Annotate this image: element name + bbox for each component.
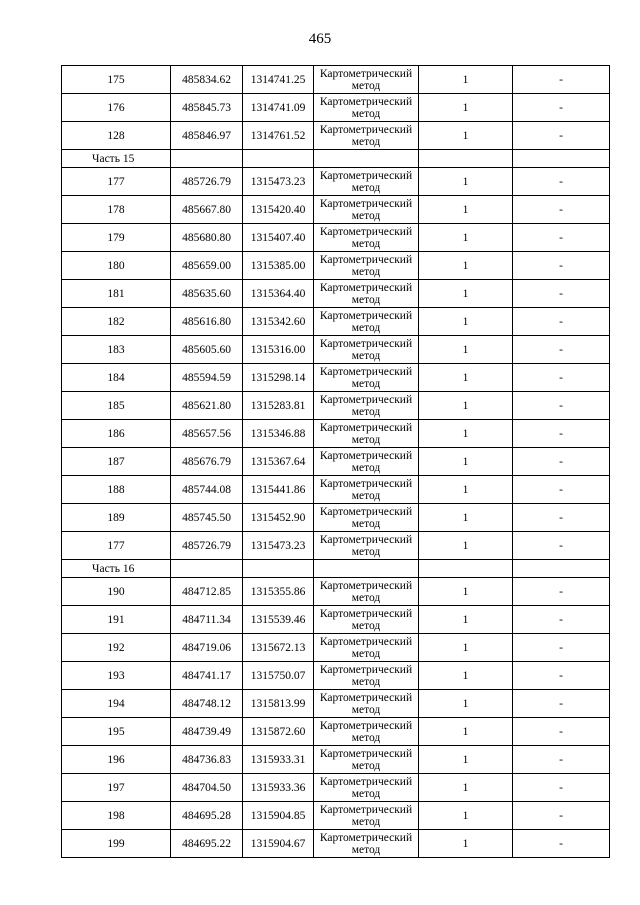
method-line: метод [351,760,381,772]
method-cell [314,308,419,336]
note: - [513,606,610,634]
empty-cell [243,150,314,168]
method-line: Картометрический [319,608,413,620]
table-row [62,662,610,690]
point-number: 198 [62,802,171,830]
coordinate-x: 484748.12 [171,690,243,718]
coordinate-x: 485744.08 [171,476,243,504]
table-row [62,690,610,718]
coordinate-x: 485635.60 [171,280,243,308]
accuracy: 1 [419,634,513,662]
method-line: метод [351,648,381,660]
method-cell [314,476,419,504]
note: - [513,196,610,224]
method-cell [314,662,419,690]
accuracy: 1 [419,578,513,606]
method-cell [314,196,419,224]
accuracy: 1 [419,94,513,122]
method-cell [314,420,419,448]
accuracy: 1 [419,746,513,774]
empty-cell [513,560,610,578]
table-row [62,364,610,392]
point-number: 128 [62,122,171,150]
note: - [513,308,610,336]
part-label: Часть 15 [62,150,171,168]
coordinate-x: 485745.50 [171,504,243,532]
table-row [62,168,610,196]
method-cell [314,718,419,746]
table-row [62,420,610,448]
point-number: 196 [62,746,171,774]
coordinate-y: 1315904.85 [243,802,314,830]
coordinate-y: 1315283.81 [243,392,314,420]
coordinate-x: 484739.49 [171,718,243,746]
accuracy: 1 [419,476,513,504]
table-row [62,532,610,560]
accuracy: 1 [419,280,513,308]
method-line: метод [351,462,381,474]
point-number: 182 [62,308,171,336]
accuracy: 1 [419,420,513,448]
method-line: метод [351,378,381,390]
note: - [513,364,610,392]
method-line: метод [351,108,381,120]
method-cell [314,252,419,280]
part-label: Часть 16 [62,560,171,578]
coordinate-x: 485605.60 [171,336,243,364]
note: - [513,476,610,504]
point-number: 181 [62,280,171,308]
empty-cell [171,560,243,578]
coordinate-x: 485726.79 [171,532,243,560]
method-line: метод [351,210,381,222]
empty-cell [419,560,513,578]
table-row [62,634,610,662]
coordinate-x: 485594.59 [171,364,243,392]
coordinate-x: 485667.80 [171,196,243,224]
method-line: метод [351,676,381,688]
coordinate-y: 1314761.52 [243,122,314,150]
table-row [62,66,610,94]
coordinate-x: 485680.80 [171,224,243,252]
method-cell [314,280,419,308]
accuracy: 1 [419,196,513,224]
coordinate-y: 1315367.64 [243,448,314,476]
coordinate-y: 1315385.00 [243,252,314,280]
coordinate-x: 485834.62 [171,66,243,94]
method-cell [314,392,419,420]
method-line: метод [351,490,381,502]
method-cell [314,122,419,150]
point-number: 177 [62,532,171,560]
table-row [62,578,610,606]
accuracy: 1 [419,504,513,532]
point-number: 184 [62,364,171,392]
note: - [513,448,610,476]
method-line: метод [351,620,381,632]
coordinate-x: 484736.83 [171,746,243,774]
coordinate-y: 1315539.46 [243,606,314,634]
point-number: 190 [62,578,171,606]
method-line: Картометрический [319,580,413,592]
method-line: метод [351,434,381,446]
method-line: Картометрический [319,478,413,490]
method-line: метод [351,816,381,828]
method-line: метод [351,80,381,92]
point-number: 179 [62,224,171,252]
note: - [513,252,610,280]
coordinate-y: 1315420.40 [243,196,314,224]
note: - [513,690,610,718]
note: - [513,168,610,196]
method-line: Картометрический [319,124,413,136]
point-number: 186 [62,420,171,448]
coordinate-y: 1315441.86 [243,476,314,504]
note: - [513,830,610,858]
coordinate-x: 484741.17 [171,662,243,690]
table-row [62,504,610,532]
coordinate-x: 484704.50 [171,774,243,802]
accuracy: 1 [419,308,513,336]
coordinate-y: 1315813.99 [243,690,314,718]
method-line: Картометрический [319,96,413,108]
note: - [513,802,610,830]
coordinates-table [61,65,610,858]
coordinate-y: 1315872.60 [243,718,314,746]
table-row [62,252,610,280]
method-cell [314,606,419,634]
note: - [513,224,610,252]
method-line: Картометрический [319,450,413,462]
point-number: 183 [62,336,171,364]
note: - [513,718,610,746]
table-row [62,718,610,746]
page-number: 465 [308,31,332,47]
coordinate-y: 1315346.88 [243,420,314,448]
coordinate-y: 1315407.40 [243,224,314,252]
coordinate-x: 485621.80 [171,392,243,420]
accuracy: 1 [419,336,513,364]
empty-cell [513,150,610,168]
point-number: 195 [62,718,171,746]
method-cell [314,364,419,392]
table-row [62,774,610,802]
table-row [62,606,610,634]
coordinate-x: 485676.79 [171,448,243,476]
method-cell [314,774,419,802]
coordinate-y: 1315342.60 [243,308,314,336]
point-number: 188 [62,476,171,504]
coordinate-y: 1315364.40 [243,280,314,308]
method-line: Картометрический [319,366,413,378]
note: - [513,94,610,122]
point-number: 197 [62,774,171,802]
method-line: Картометрический [319,226,413,238]
point-number: 178 [62,196,171,224]
note: - [513,336,610,364]
point-number: 194 [62,690,171,718]
method-line: метод [351,518,381,530]
method-line: метод [351,350,381,362]
coordinate-y: 1315933.36 [243,774,314,802]
note: - [513,578,610,606]
note: - [513,392,610,420]
accuracy: 1 [419,830,513,858]
coordinate-x: 485616.80 [171,308,243,336]
coordinate-y: 1315904.67 [243,830,314,858]
point-number: 185 [62,392,171,420]
method-cell [314,578,419,606]
table-row [62,224,610,252]
method-line: Картометрический [319,338,413,350]
method-line: Картометрический [319,170,413,182]
accuracy: 1 [419,606,513,634]
coordinate-y: 1315298.14 [243,364,314,392]
coordinate-x: 485845.73 [171,94,243,122]
coordinate-y: 1315316.00 [243,336,314,364]
coordinate-y: 1315355.86 [243,578,314,606]
method-line: Картометрический [319,394,413,406]
method-line: метод [351,294,381,306]
part-header-row [62,560,610,578]
table-row [62,94,610,122]
point-number: 193 [62,662,171,690]
coordinate-y: 1314741.25 [243,66,314,94]
method-line: Картометрический [319,422,413,434]
coordinate-y: 1315672.13 [243,634,314,662]
table-row [62,280,610,308]
table-row [62,476,610,504]
method-cell [314,66,419,94]
method-line: Картометрический [319,692,413,704]
point-number: 175 [62,66,171,94]
accuracy: 1 [419,252,513,280]
point-number: 189 [62,504,171,532]
coordinate-y: 1315933.31 [243,746,314,774]
method-cell [314,448,419,476]
accuracy: 1 [419,224,513,252]
method-cell [314,532,419,560]
coordinate-x: 484711.34 [171,606,243,634]
coordinate-y: 1315473.23 [243,532,314,560]
method-cell [314,168,419,196]
note: - [513,532,610,560]
accuracy: 1 [419,122,513,150]
table-row [62,122,610,150]
accuracy: 1 [419,392,513,420]
method-line: метод [351,592,381,604]
method-cell [314,746,419,774]
empty-cell [314,560,419,578]
part-header-row [62,150,610,168]
point-number: 191 [62,606,171,634]
empty-cell [243,560,314,578]
method-line: Картометрический [319,310,413,322]
coordinates-table-body [62,66,610,858]
table-row [62,392,610,420]
method-line: Картометрический [319,198,413,210]
table-row [62,830,610,858]
empty-cell [171,150,243,168]
coordinate-y: 1315750.07 [243,662,314,690]
point-number: 187 [62,448,171,476]
method-line: Картометрический [319,832,413,844]
coordinate-x: 484719.06 [171,634,243,662]
note: - [513,66,610,94]
coordinate-x: 485657.56 [171,420,243,448]
method-line: Картометрический [319,68,413,80]
method-line: Картометрический [319,804,413,816]
method-cell [314,634,419,662]
method-cell [314,802,419,830]
table-row [62,336,610,364]
coordinate-x: 484712.85 [171,578,243,606]
method-cell [314,336,419,364]
accuracy: 1 [419,690,513,718]
method-line: метод [351,238,381,250]
method-line: Картометрический [319,636,413,648]
note: - [513,662,610,690]
coordinate-x: 484695.22 [171,830,243,858]
empty-cell [419,150,513,168]
coordinate-y: 1314741.09 [243,94,314,122]
method-line: метод [351,136,381,148]
point-number: 176 [62,94,171,122]
method-line: метод [351,266,381,278]
method-line: Картометрический [319,506,413,518]
method-line: Картометрический [319,720,413,732]
accuracy: 1 [419,168,513,196]
coordinate-x: 485846.97 [171,122,243,150]
table-row [62,308,610,336]
method-cell [314,224,419,252]
point-number: 180 [62,252,171,280]
accuracy: 1 [419,364,513,392]
table-row [62,448,610,476]
method-cell [314,504,419,532]
method-line: метод [351,704,381,716]
table-row [62,802,610,830]
method-line: метод [351,546,381,558]
table-row [62,196,610,224]
method-line: Картометрический [319,534,413,546]
note: - [513,280,610,308]
table-row [62,746,610,774]
empty-cell [314,150,419,168]
method-cell [314,690,419,718]
method-line: Картометрический [319,664,413,676]
coordinate-x: 484695.28 [171,802,243,830]
note: - [513,634,610,662]
accuracy: 1 [419,774,513,802]
point-number: 192 [62,634,171,662]
point-number: 177 [62,168,171,196]
method-line: метод [351,732,381,744]
coordinate-y: 1315452.90 [243,504,314,532]
method-line: метод [351,788,381,800]
point-number: 199 [62,830,171,858]
accuracy: 1 [419,448,513,476]
accuracy: 1 [419,718,513,746]
method-line: метод [351,182,381,194]
method-line: Картометрический [319,776,413,788]
coordinate-x: 485726.79 [171,168,243,196]
accuracy: 1 [419,66,513,94]
method-line: Картометрический [319,748,413,760]
coordinate-y: 1315473.23 [243,168,314,196]
method-line: метод [351,322,381,334]
method-line: метод [351,406,381,418]
method-line: Картометрический [319,282,413,294]
method-line: метод [351,844,381,856]
note: - [513,774,610,802]
note: - [513,420,610,448]
method-cell [314,830,419,858]
accuracy: 1 [419,802,513,830]
method-line: Картометрический [319,254,413,266]
accuracy: 1 [419,532,513,560]
accuracy: 1 [419,662,513,690]
note: - [513,122,610,150]
method-cell [314,94,419,122]
coordinate-x: 485659.00 [171,252,243,280]
note: - [513,504,610,532]
note: - [513,746,610,774]
